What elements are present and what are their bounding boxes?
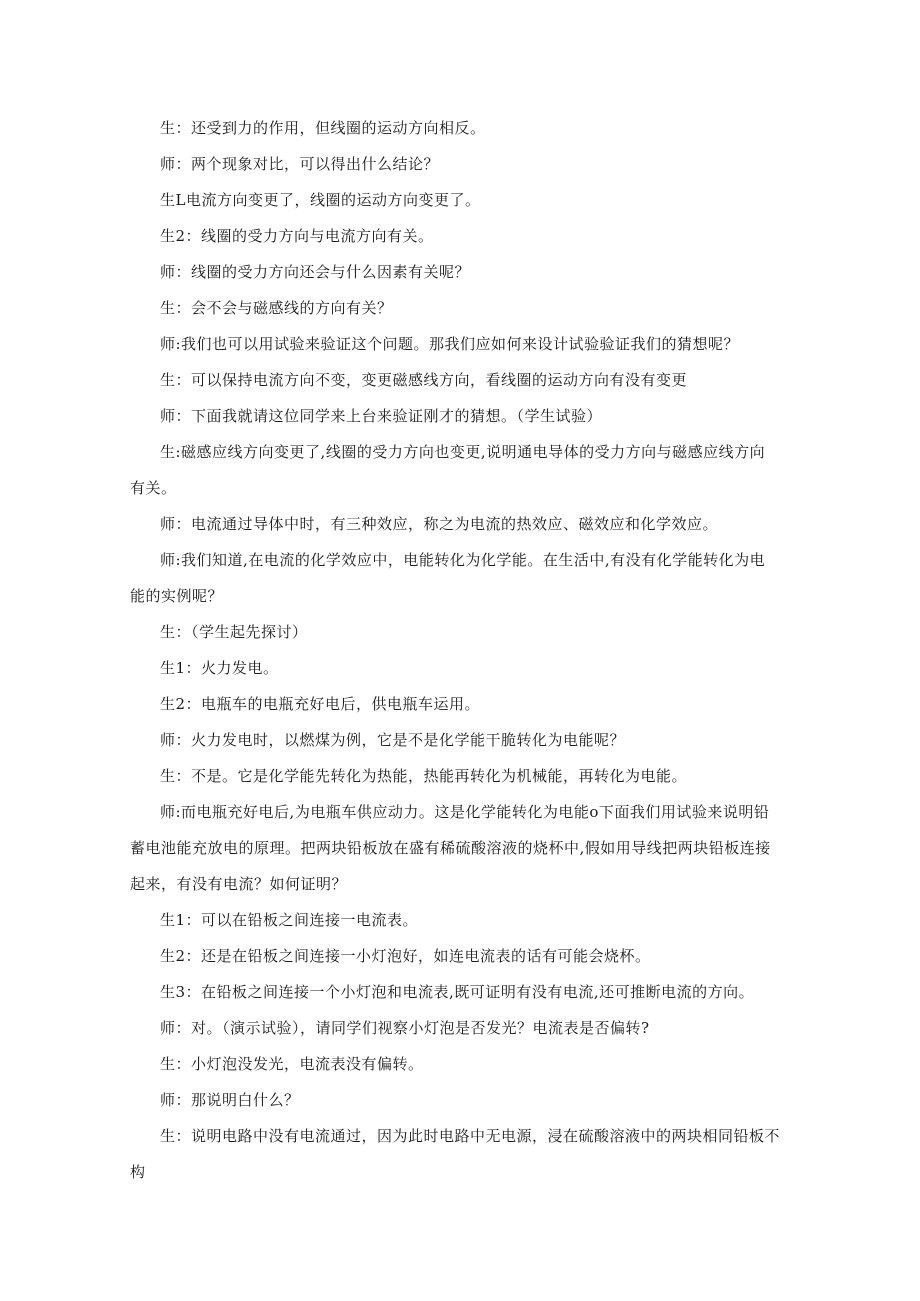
paragraph: 生2：电瓶车的电瓶充好电后，供电瓶车运用。	[160, 695, 481, 713]
paragraph: 师：对。（演示试验），请同学们视察小灯泡是否发光？电流表是否偏转?	[160, 1019, 650, 1037]
paragraph: 生1：火力发电。	[160, 659, 279, 677]
paragraph: 生:磁感应线方向变更了,线圈的受力方向也变更,说明通电导体的受力方向与磁感应线方向有关。	[130, 443, 766, 497]
paragraph: 师:而电瓶充好电后,为电瓶车供应动力。这是化学能转化为电能o下面我们用试验来说明铅蓄电池能充放电的原理。把两块铅板放在盛有稀硫酸溶液的烧杯中,假如用导线把两块铅板连接起来，有没有电流？如何证明？	[130, 803, 771, 893]
paragraph: 师:我们也可以用试验来验证这个问题。那我们应如何来设计试验验证我们的猜想呢？	[160, 335, 740, 353]
paragraph: 生：会不会与磁感线的方向有关？	[160, 299, 393, 317]
paragraph: 师：下面我就请这位同学来上台来验证刚才的猜想。（学生试验）	[160, 407, 603, 425]
document-body	[130, 110, 780, 1190]
paragraph: 生：可以保持电流方向不变，变更磁感线方向，看线圈的运动方向有没有变更	[160, 371, 688, 389]
paragraph: 生1：可以在铅板之间连接一电流表。	[160, 911, 419, 929]
paragraph: 师：电流通过导体中时，有三种效应，称之为电流的热效应、磁效应和化学效应。	[160, 515, 719, 533]
paragraph: 生2：线圈的受力方向与电流方向有关。	[160, 227, 434, 245]
paragraph: 生：说明电路中没有电流通过，因为此时电路中无电源，浸在硫酸溶液中的两块相同铅板不构	[130, 1127, 781, 1181]
paragraph: 师：那说明白什么？	[160, 1091, 300, 1109]
paragraph: 生：不是。它是化学能先转化为热能，热能再转化为机械能，再转化为电能。	[160, 767, 688, 785]
paragraph: 生3：在铅板之间连接一个小灯泡和电流表,既可证明有没有电流,还可推断电流的方向。	[160, 983, 755, 1001]
paragraph: 生：还受到力的作用，但线圈的运动方向相反。	[160, 119, 486, 137]
paragraph: 师：火力发电时，以燃煤为例，它是不是化学能干脆转化为电能呢？	[160, 731, 626, 749]
paragraph: 生L电流方向变更了，线圈的运动方向变更了。	[160, 191, 481, 209]
paragraph: 生2：还是在铅板之间连接一小灯泡好，如连电流表的话有可能会烧杯。	[160, 947, 651, 965]
paragraph: 师：线圈的受力方向还会与什么因素有关呢？	[160, 263, 471, 281]
paragraph: 师:我们知道,在电流的化学效应中，电能转化为化学能。在生活中,有没有化学能转化为电能的实例呢？	[130, 551, 766, 605]
paragraph: 生：小灯泡没发光，电流表没有偏转。	[160, 1055, 424, 1073]
paragraph: 师：两个现象对比，可以得出什么结论？	[160, 155, 440, 173]
paragraph: 生：（学生起先探讨）	[160, 623, 308, 641]
